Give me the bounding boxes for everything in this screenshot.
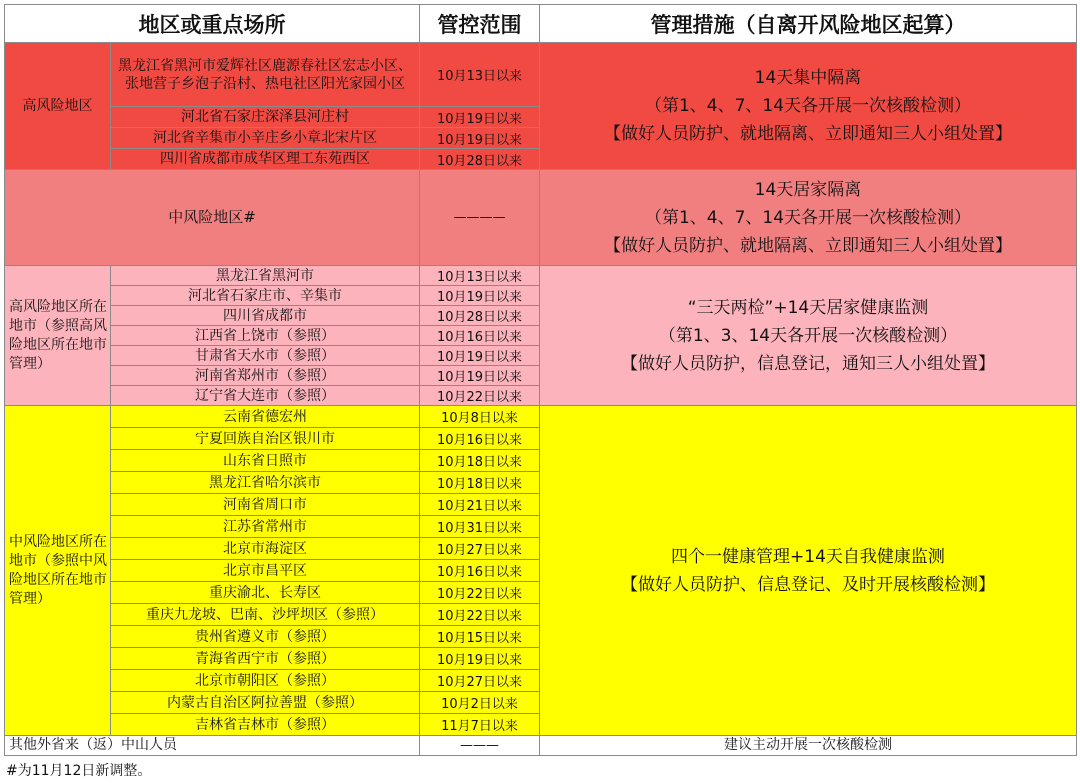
range-cell: 10月16日以来 <box>420 326 540 346</box>
place-cell: 河北省石家庄市、辛集市 <box>111 286 420 306</box>
measure-line: “三天两检”+14天居家健康监测 <box>687 297 929 318</box>
mid-city-category: 中风险地区所在地市（参照中风险地区所在地市管理） <box>5 406 111 736</box>
place-cell: 河北省辛集市小辛庄乡小章北宋片区 <box>111 128 420 149</box>
measure-line: （第1、4、7、14天各开展一次核酸检测） <box>644 96 972 116</box>
table-row <box>5 406 1077 428</box>
range-cell: 10月18日以来 <box>420 450 540 472</box>
range-cell: 10月16日以来 <box>420 560 540 582</box>
range-cell: 10月16日以来 <box>420 428 540 450</box>
measure-line: 【做好人员防护、就地隔离、立即通知三人小组处置】 <box>604 124 1012 144</box>
place-cell: 河南省郑州市（参照） <box>111 366 420 386</box>
place-cell: 甘肃省天水市（参照） <box>111 346 420 366</box>
range-cell: 10月19日以来 <box>420 286 540 306</box>
place-cell: 重庆九龙坡、巴南、沙坪坝区（参照） <box>111 604 420 626</box>
mid-risk-measure <box>540 170 1077 266</box>
measure-line: 四个一健康管理+14天自我健康监测 <box>671 546 945 567</box>
measure-line: （第1、3、14天各开展一次核酸检测） <box>658 325 958 346</box>
place-cell: 北京市朝阳区（参照） <box>111 670 420 692</box>
range-cell: 10月2日以来 <box>420 692 540 714</box>
measure-line: 【做好人员防护、信息登记、及时开展核酸检测】 <box>621 574 995 595</box>
range-cell: ——— <box>420 736 540 756</box>
header-range: 管控范围 <box>420 5 540 43</box>
place-cell: 云南省德宏州 <box>111 406 420 428</box>
table-row <box>5 266 1077 286</box>
range-cell: 10月21日以来 <box>420 494 540 516</box>
header-region: 地区或重点场所 <box>5 5 420 43</box>
place-cell: 四川省成都市 <box>111 306 420 326</box>
measure-line: 14天居家隔离 <box>754 179 862 200</box>
range-cell: 10月18日以来 <box>420 472 540 494</box>
high-risk-category: 高风险地区 <box>5 43 111 170</box>
range-cell: 10月19日以来 <box>420 366 540 386</box>
measure-line: 【做好人员防护，信息登记，通知三人小组处置】 <box>621 353 995 374</box>
table-header-row <box>5 5 1077 43</box>
place-cell: 北京市昌平区 <box>111 560 420 582</box>
high-city-category: 高风险地区所在地市（参照高风险地区所在地市管理） <box>5 266 111 406</box>
range-cell: 10月31日以来 <box>420 516 540 538</box>
range-cell: 10月19日以来 <box>420 648 540 670</box>
range-cell: 10月13日以来 <box>420 266 540 286</box>
range-cell: 10月22日以来 <box>420 582 540 604</box>
range-cell: 10月19日以来 <box>420 107 540 128</box>
range-cell: 10月28日以来 <box>420 306 540 326</box>
place-cell: 北京市海淀区 <box>111 538 420 560</box>
range-cell: 10月19日以来 <box>420 128 540 149</box>
range-cell: 10月13日以来 <box>420 43 540 107</box>
other-measure: 建议主动开展一次核酸检测 <box>540 736 1077 756</box>
other-category: 其他外省来（返）中山人员 <box>5 736 420 756</box>
place-cell: 江西省上饶市（参照） <box>111 326 420 346</box>
mid-risk-category: 中风险地区# <box>5 170 420 266</box>
table-row <box>5 43 1077 107</box>
place-cell: 黑龙江省黑河市爱辉社区鹿源春社区宏志小区、张地营子乡泡子沿村、热电社区阳光家园小区 <box>111 43 420 107</box>
place-cell: 贵州省遵义市（参照） <box>111 626 420 648</box>
footnote: #为11月12日新调整。 <box>6 763 152 779</box>
place-cell: 吉林省吉林市（参照） <box>111 714 420 736</box>
place-cell: 四川省成都市成华区理工东苑西区 <box>111 149 420 170</box>
place-cell: 辽宁省大连市（参照） <box>111 386 420 406</box>
place-cell: 江苏省常州市 <box>111 516 420 538</box>
range-cell: 11月7日以来 <box>420 714 540 736</box>
range-cell: 10月27日以来 <box>420 670 540 692</box>
range-cell: 10月15日以来 <box>420 626 540 648</box>
range-cell: 10月27日以来 <box>420 538 540 560</box>
measure-line: 【做好人员防护、就地隔离、立即通知三人小组处置】 <box>604 235 1012 256</box>
place-cell: 内蒙古自治区阿拉善盟（参照） <box>111 692 420 714</box>
range-cell: 10月28日以来 <box>420 149 540 170</box>
range-cell: 10月22日以来 <box>420 386 540 406</box>
measure-line: 14天集中隔离 <box>754 68 862 88</box>
place-cell: 宁夏回族自治区银川市 <box>111 428 420 450</box>
range-cell: 10月22日以来 <box>420 604 540 626</box>
range-cell: 10月19日以来 <box>420 346 540 366</box>
place-cell: 重庆渝北、长寿区 <box>111 582 420 604</box>
high-city-measure <box>540 266 1077 406</box>
table-row <box>5 170 1077 266</box>
place-cell: 河北省石家庄深泽县河庄村 <box>111 107 420 128</box>
high-risk-measure <box>540 43 1077 170</box>
range-cell: ———— <box>420 170 540 266</box>
place-cell: 黑龙江省黑河市 <box>111 266 420 286</box>
place-cell: 黑龙江省哈尔滨市 <box>111 472 420 494</box>
place-cell: 山东省日照市 <box>111 450 420 472</box>
risk-control-table <box>4 4 1077 756</box>
mid-city-measure <box>540 406 1077 736</box>
place-cell: 河南省周口市 <box>111 494 420 516</box>
header-measure: 管理措施（自离开风险地区起算） <box>540 5 1077 43</box>
place-cell: 青海省西宁市（参照） <box>111 648 420 670</box>
table-row <box>5 736 1077 756</box>
range-cell: 10月8日以来 <box>420 406 540 428</box>
measure-line: （第1、4、7、14天各开展一次核酸检测） <box>644 207 972 228</box>
